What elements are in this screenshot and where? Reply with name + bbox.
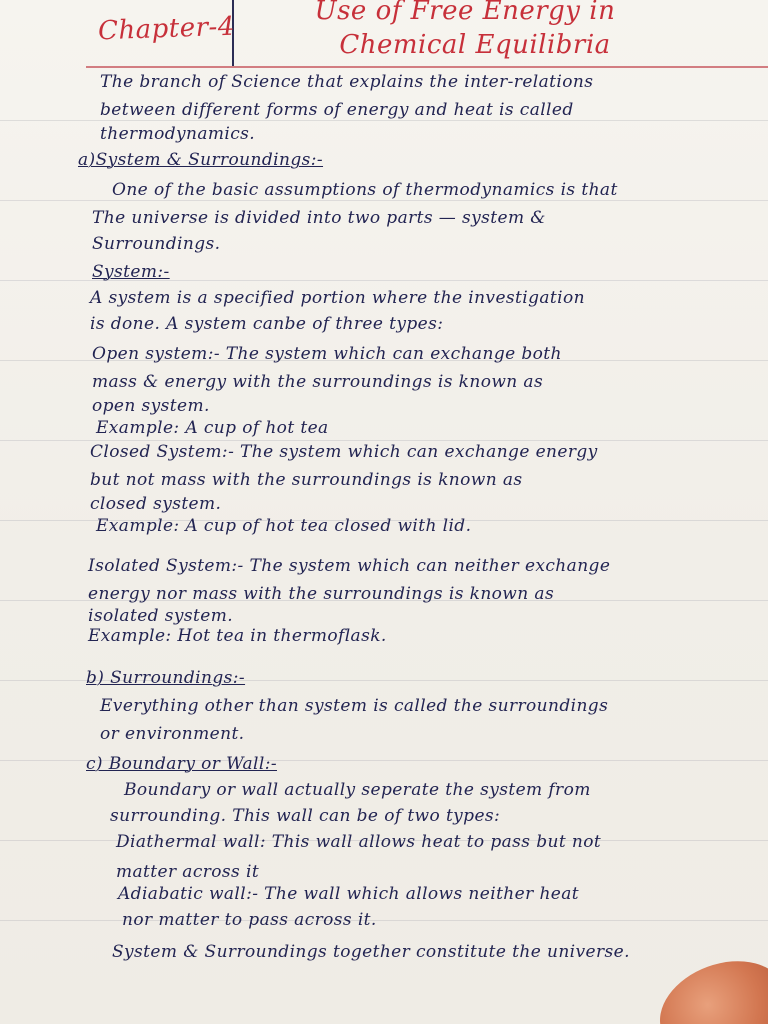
example-line: Example: A cup of hot tea closed with lid. xyxy=(96,516,472,536)
section-heading-system-surroundings: a)System & Surroundings:- xyxy=(78,150,324,170)
text-line: matter across it xyxy=(116,862,260,882)
text-line: but not mass with the surroundings is known as xyxy=(90,470,523,490)
header-underline xyxy=(86,66,768,68)
text-line: Surroundings. xyxy=(92,234,221,254)
text-line: energy nor mass with the surroundings is known as xyxy=(88,584,555,604)
text-line: System & Surroundings together constitute the universe. xyxy=(112,942,630,962)
text-line: is done. A system canbe of three types: xyxy=(90,314,444,334)
text-line: open system. xyxy=(92,396,210,416)
text-line: The branch of Science that explains the inter-relations xyxy=(100,72,594,92)
text-line: The universe is divided into two parts — system & xyxy=(92,208,546,228)
text-line: isolated system. xyxy=(88,606,234,626)
text-line: between different forms of energy and heat is called xyxy=(100,100,574,120)
adiabatic-wall-line: Adiabatic wall:- The wall which allows neither heat xyxy=(118,884,580,904)
thumb-photo-artifact xyxy=(647,944,768,1024)
text-line: A system is a specified portion where the investigation xyxy=(90,288,585,308)
section-heading-boundary: c) Boundary or Wall:- xyxy=(86,754,277,774)
section-heading-system: System:- xyxy=(92,262,170,282)
example-line: Example: A cup of hot tea xyxy=(96,418,329,438)
text-line: nor matter to pass across it. xyxy=(122,910,377,930)
text-line: One of the basic assumptions of thermodynamics is that xyxy=(112,180,618,200)
example-line: Example: Hot tea in thermoflask. xyxy=(88,626,387,646)
isolated-system-line: Isolated System:- The system which can neither exchange xyxy=(88,556,611,576)
text-line: or environment. xyxy=(100,724,245,744)
text-line: thermodynamics. xyxy=(100,124,256,144)
diathermal-wall-line: Diathermal wall: This wall allows heat to pass but not xyxy=(116,832,602,852)
ruled-line xyxy=(0,120,768,121)
text-line: mass & energy with the surroundings is known as xyxy=(92,372,544,392)
ruled-line xyxy=(0,440,768,441)
text-line: closed system. xyxy=(90,494,222,514)
ruled-line xyxy=(0,920,768,921)
text-line: Boundary or wall actually seperate the system from xyxy=(124,780,591,800)
ruled-line xyxy=(0,200,768,201)
open-system-line: Open system:- The system which can exchange both xyxy=(92,344,562,364)
chapter-title-line2: Chemical Equilibria xyxy=(339,30,611,60)
text-line: surrounding. This wall can be of two types: xyxy=(110,806,501,826)
chapter-label: Chapter-4 xyxy=(97,11,236,47)
chapter-title-line1: Use of Free Energy in xyxy=(314,0,616,26)
closed-system-line: Closed System:- The system which can exchange energy xyxy=(90,442,598,462)
text-line: Everything other than system is called the surroundings xyxy=(100,696,609,716)
section-heading-surroundings: b) Surroundings:- xyxy=(86,668,246,688)
